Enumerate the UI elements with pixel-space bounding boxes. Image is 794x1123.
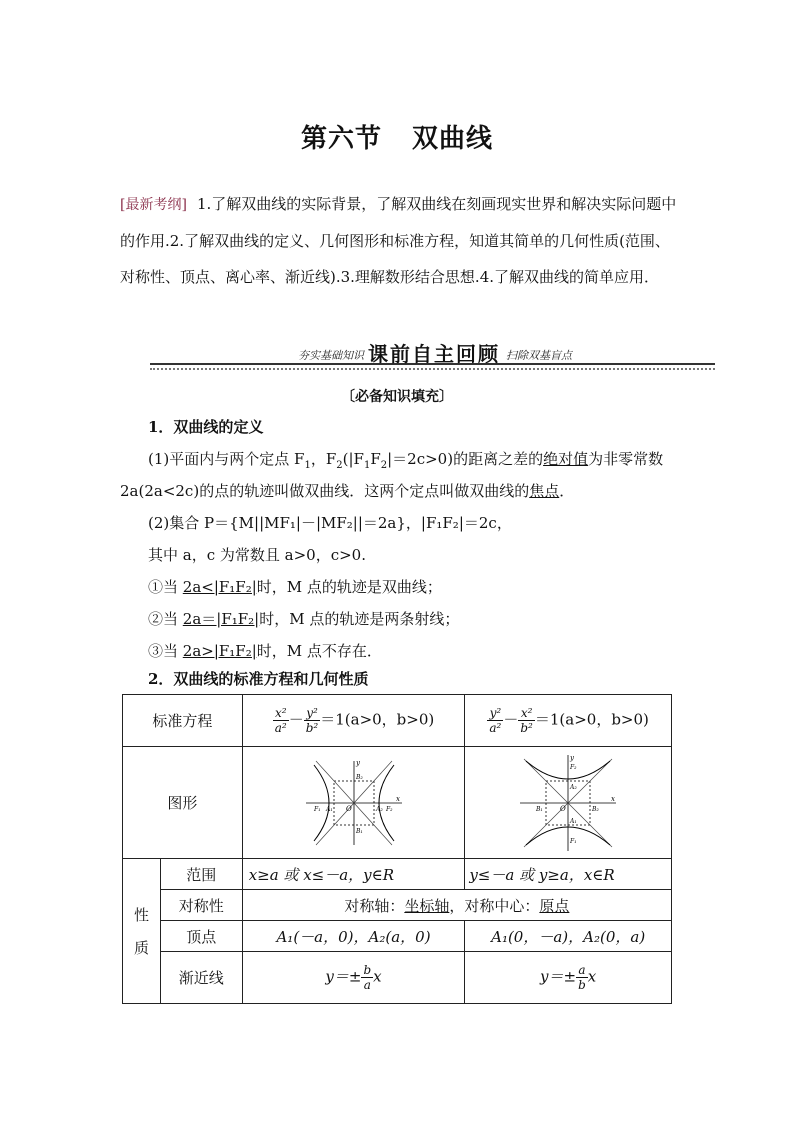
f1-label: F₁ xyxy=(570,837,577,845)
definition-heading: 1．双曲线的定义 xyxy=(148,418,264,436)
f2-label: F₂ xyxy=(385,805,393,813)
banner-dotted-rule xyxy=(150,368,715,370)
blank-focus: 焦点 xyxy=(529,482,560,500)
blank: 2a<|F₁F₂| xyxy=(182,578,257,596)
num: y² xyxy=(304,706,321,721)
origin-label: O xyxy=(345,804,352,813)
a2-label: A₂ xyxy=(570,783,577,791)
text: x xyxy=(587,967,597,986)
hyperbola-properties-table xyxy=(122,694,672,1004)
label-vertex: 顶点 xyxy=(160,921,242,952)
table-row-equation xyxy=(123,695,672,747)
num: y² xyxy=(487,706,503,721)
den: b² xyxy=(520,721,533,735)
fraction xyxy=(518,706,535,735)
label-range: 范围 xyxy=(160,859,242,890)
vertical-hyperbola-figure xyxy=(518,753,618,853)
syllabus-paragraph xyxy=(120,186,680,295)
blank-origin: 原点 xyxy=(539,896,570,915)
table-row-vertex xyxy=(123,921,672,952)
banner-left-text: 夯实基础知识 xyxy=(298,349,364,362)
a2-label: A₂ xyxy=(375,805,383,813)
symmetry-value xyxy=(242,890,671,921)
text: 时，M 点的轨迹是双曲线； xyxy=(256,578,442,596)
banner-title: 课前自主回顾 xyxy=(368,342,500,366)
vertex-vertical: A₁(0，－a)，A₂(0，a) xyxy=(465,921,672,952)
syllabus-tag: [最新考纲] xyxy=(120,197,187,213)
title-part2: 双曲线 xyxy=(412,124,494,154)
text: |＝2c>0)的距离之差的 xyxy=(387,450,544,468)
fraction xyxy=(487,706,503,735)
page-title xyxy=(0,118,794,155)
syllabus-text: 1.了解双曲线的实际背景，了解双曲线在刻画现实世界和解决实际问题中的作用.2.了解双曲线的定义、几何图形和标准方程，知道其简单的几何性质(范围、对称性、顶点、离心率、渐近线).3.理解数形结合思想.4.了解双曲线的简单应用． xyxy=(120,195,677,286)
text: ． xyxy=(559,482,575,500)
asymptote-vertical xyxy=(465,952,672,1004)
table-row-graph xyxy=(123,747,672,859)
num: x² xyxy=(273,706,289,721)
blank: 2a>|F₁F₂| xyxy=(182,642,257,660)
origin-label: O xyxy=(560,804,566,813)
case-1 xyxy=(148,576,442,597)
b1-label: B₁ xyxy=(355,827,363,835)
blank-axes: 坐标轴 xyxy=(404,896,450,915)
eq-rest: ＝1(a>0，b>0) xyxy=(320,710,435,729)
range-horizontal: x≥a 或 x≤－a，y∈R xyxy=(242,859,465,890)
text: ①当 xyxy=(148,578,183,596)
banner-right-text: 扫除双基盲点 xyxy=(506,349,572,362)
x-label: x xyxy=(395,794,400,803)
text: ，F xyxy=(310,450,337,468)
equation-horizontal xyxy=(242,695,465,747)
constants-note: 其中 a，c 为常数且 a>0，c>0. xyxy=(148,546,366,564)
knowledge-heading: 〔必备知识填充〕 xyxy=(341,389,453,405)
set-definition: (2)集合 P＝{M||MF₁|－|MF₂||＝2a}，|F₁F₂|＝2c， xyxy=(148,514,512,532)
text: (1)平面内与两个定点 F xyxy=(148,450,305,468)
fraction xyxy=(361,963,373,992)
f1-label: F₁ xyxy=(313,805,321,813)
fraction xyxy=(576,963,588,992)
eq-rest: ＝1(a>0，b>0) xyxy=(534,710,649,729)
asymptote-horizontal xyxy=(242,952,465,1004)
blank-absolute-value: 绝对值 xyxy=(543,450,589,468)
a1-label: A₁ xyxy=(325,805,333,813)
text: x xyxy=(373,967,382,986)
text: ，对称中心： xyxy=(449,896,540,915)
minus: － xyxy=(503,710,519,729)
table-row-symmetry xyxy=(123,890,672,921)
text: 2a(2a<2c)的点的轨迹叫做双曲线．这两个定点叫做双曲线的 xyxy=(120,482,530,500)
den: a² xyxy=(489,721,502,735)
graph-horizontal-hyperbola xyxy=(242,747,465,859)
text: ②当 xyxy=(148,610,183,628)
b2-label: B₂ xyxy=(355,773,363,781)
f2-label: F₂ xyxy=(570,763,577,771)
den: b xyxy=(578,978,586,992)
num: b xyxy=(363,963,372,977)
text: (|F xyxy=(342,450,364,468)
range-vertical: y≤－a 或 y≥a，x∈R xyxy=(465,859,672,890)
text: F xyxy=(370,450,381,468)
text: y＝± xyxy=(540,967,577,986)
den: a² xyxy=(274,721,287,735)
y-label: y xyxy=(570,753,575,762)
b1-label: B₁ xyxy=(536,805,543,813)
fraction xyxy=(273,706,289,735)
a1-label: A₁ xyxy=(570,817,577,825)
label-properties xyxy=(123,859,161,1004)
text: 时，M 点不存在． xyxy=(256,642,382,660)
title-part1: 第六节 xyxy=(300,124,382,154)
section-banner xyxy=(150,338,715,372)
definition-line2 xyxy=(120,480,574,501)
minus: － xyxy=(288,710,304,729)
num: a xyxy=(576,963,588,978)
num: x² xyxy=(518,706,535,721)
blank: 2a＝|F₁F₂| xyxy=(182,610,260,628)
definition-line1: (1)平面内与两个定点 $F_1$，$F_2(|F_1F_2|=2c>0)$的距离之差的绝对值为非零常数 xyxy=(148,450,664,471)
vertex-horizontal: A₁(－a，0)，A₂(a，0) xyxy=(242,921,465,952)
graph-vertical-hyperbola xyxy=(465,747,672,859)
text: y＝± xyxy=(325,967,362,986)
label-graph: 图形 xyxy=(123,747,243,859)
den: a xyxy=(363,978,371,992)
label-symmetry: 对称性 xyxy=(160,890,242,921)
prop-char: 质 xyxy=(133,939,149,957)
text: ③当 xyxy=(148,642,183,660)
den: b² xyxy=(305,721,319,735)
y-label: y xyxy=(355,758,360,767)
text: 对称轴： xyxy=(344,896,405,915)
fraction xyxy=(304,706,321,735)
b2-label: B₂ xyxy=(592,805,599,813)
horizontal-hyperbola-figure xyxy=(304,757,404,849)
equation-vertical xyxy=(465,695,672,747)
table-row-asymptote xyxy=(123,952,672,1004)
case-3 xyxy=(148,640,382,661)
text: 为非零常数 xyxy=(588,450,664,468)
prop-char: 性 xyxy=(133,906,149,924)
properties-heading: 2．双曲线的标准方程和几何性质 xyxy=(148,670,369,688)
label-asymptote: 渐近线 xyxy=(160,952,242,1004)
x-label: x xyxy=(611,794,616,803)
text: 时，M 点的轨迹是两条射线； xyxy=(259,610,460,628)
case-2 xyxy=(148,608,459,629)
label-standard-equation: 标准方程 xyxy=(123,695,243,747)
table-row-range xyxy=(123,859,672,890)
